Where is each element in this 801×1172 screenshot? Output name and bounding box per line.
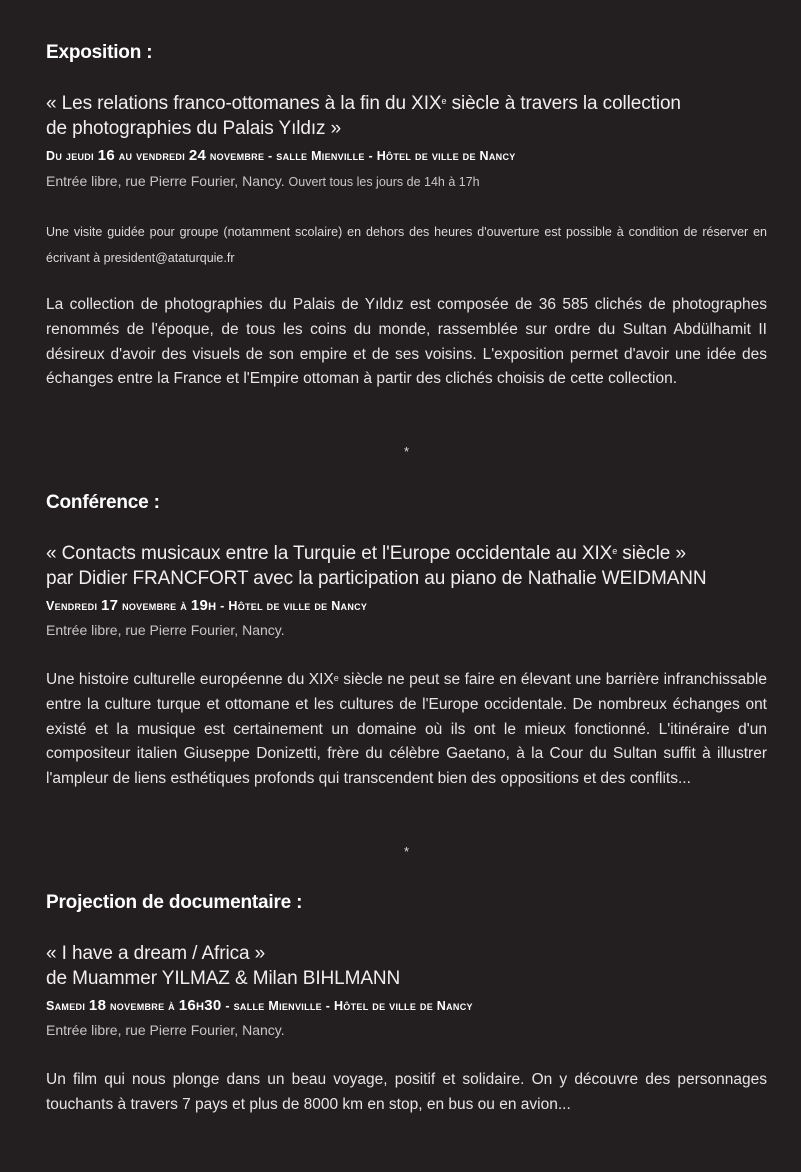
exposition-address	[46, 173, 480, 189]
info-text: Du jeudi	[46, 149, 98, 163]
exposition-date-venue	[46, 147, 516, 164]
info-number: 18	[88, 997, 107, 1014]
separator-star: *	[403, 844, 410, 859]
conference-date-venue	[46, 597, 367, 614]
documentary-description: Un film qui nous plonge dans un beau voyage, positif et solidaire. On y découvre des personnages touchants à travers 7 pays et plus de 8000 km en stop, en bus ou en avion...	[46, 1071, 767, 1113]
info-text: novembre à	[106, 999, 179, 1013]
documentary-address: Entrée libre, rue Pierre Fourier, Nancy.	[46, 1022, 285, 1038]
info-text: au vendredi	[114, 149, 189, 163]
conference-address: Entrée libre, rue Pierre Fourier, Nancy.	[46, 622, 285, 638]
info-text: novembre - salle Mienville - Hôtel de ville de Nancy	[206, 149, 516, 163]
opening-hours: Ouvert tous les jours de 14h à 17h	[288, 175, 480, 189]
info-text: - Hôtel de ville de Nancy	[216, 599, 368, 613]
info-number: 24	[188, 147, 207, 164]
address-text: Entrée libre, rue Pierre Fourier, Nancy.	[46, 173, 285, 189]
info-text: Vendredi	[46, 599, 102, 613]
exposition-heading: Exposition :	[46, 42, 153, 63]
conference-title	[46, 541, 767, 591]
documentary-title-line1: « I have a dream / Africa »	[46, 943, 266, 964]
conference-title-sup: e	[612, 546, 618, 556]
conference-title-line1: « Contacts musicaux entre la Turquie et l'Europe occidentale au XIX	[46, 543, 613, 564]
documentary-date-venue	[46, 997, 473, 1014]
exposition-title	[46, 91, 767, 141]
documentary-title-line2: de Muammer YILMAZ & Milan BIHLMANN	[46, 968, 401, 989]
documentary-title	[46, 941, 767, 991]
description-text: Une histoire culturelle européenne du XIX	[46, 671, 334, 688]
info-number: 16h30	[178, 997, 222, 1014]
description-text: siècle ne peut se faire en élevant une barrière infranchissable entre la culture turque et ottomane et les cultures de l'Europe occidentale. De nombreux échanges ont existé et la musique est certainement un domaine où ils ont le mieux fonctionné. L'itinéraire d'un compositeur italien Giuseppe Donizetti, frère du célèbre Gaetano, à la Cour du Sultan suffit à illustrer l'ampleur de liens esthétiques profonds qui transcendent bien des oppositions et des conflits...	[46, 671, 767, 788]
exposition-guided-visit-note: Une visite guidée pour groupe (notamment scolaire) en dehors des heures d'ouverture est possible à condition de réserver en écrivant à president@ataturquie.fr	[46, 225, 767, 265]
info-text: novembre à	[118, 599, 191, 613]
conference-title-line1-end: siècle »	[617, 543, 686, 564]
exposition-title-sup: e	[441, 96, 447, 106]
exposition-title-line1: « Les relations franco-ottomanes à la fin du XIX	[46, 93, 442, 114]
conference-title-line2: par Didier FRANCFORT avec la participation au piano de Nathalie WEIDMANN	[46, 568, 707, 589]
info-text: Samedi	[46, 999, 89, 1013]
info-number: 17	[101, 597, 119, 614]
info-number: 19h	[190, 597, 217, 614]
exposition-title-line2: de photographies du Palais Yıldız »	[46, 118, 342, 139]
info-number: 16	[97, 147, 115, 164]
documentary-heading: Projection de documentaire :	[46, 892, 303, 913]
conference-description	[46, 668, 767, 792]
description-sup: e	[333, 673, 339, 683]
exposition-description: La collection de photographies du Palais de Yıldız est composée de 36 585 clichés de photographes renommés de l'époque, de tous les coins du monde, rassemblée sur ordre du Sultan Abdülhamit II désireux d'avoir des visuels de son empire et de ses voisins. L'exposition permet d'avoir une idée des échanges entre la France et l'Empire ottoman à partir des clichés choisis de cette collection.	[46, 296, 767, 388]
separator-star: *	[403, 444, 410, 459]
info-text: - salle Mienville - Hôtel de ville de Nancy	[221, 999, 473, 1013]
exposition-title-line1-end: siècle à travers la collection	[446, 93, 681, 114]
conference-heading: Conférence :	[46, 492, 160, 513]
